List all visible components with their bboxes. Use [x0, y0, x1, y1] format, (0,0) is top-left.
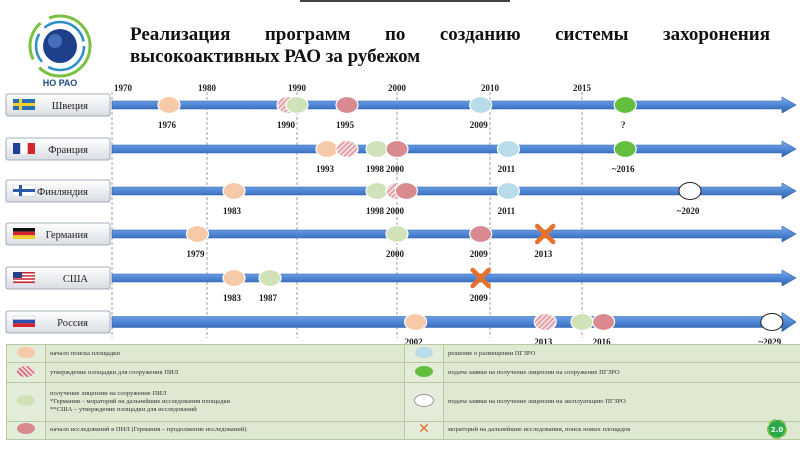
legend-marker-ppl-research	[17, 423, 35, 434]
title-word: по	[384, 24, 406, 45]
event-marker-ppl-license	[366, 141, 388, 158]
legend-text	[46, 383, 405, 421]
event-year-label: 2011	[497, 206, 516, 216]
country-row	[6, 180, 796, 216]
event-year-label: ~2029	[758, 337, 782, 345]
event-year-label: 2011	[497, 164, 516, 174]
event-year-label: 2000	[386, 249, 404, 259]
event-marker-operation-license	[761, 314, 783, 331]
country-row	[6, 311, 796, 345]
france-flag	[13, 143, 35, 154]
event-marker-ppl-research	[593, 314, 615, 331]
country-name: Россия	[57, 318, 88, 329]
title-word: системы	[555, 24, 629, 45]
country-name: Германия	[45, 230, 88, 241]
legend-line: получение лицензии на сооружение ПИЛ	[50, 390, 167, 398]
event-year-label: ~2016	[611, 164, 635, 174]
x-tick-label: 2015	[573, 83, 591, 93]
timeline-arrow	[112, 141, 796, 157]
event-marker-ppl-research	[470, 226, 492, 243]
legend-line: решение о размещении ПГЗРО	[448, 349, 536, 357]
legend-line: подача заявки на получение лицензии на эксплуатацию ПГЗРО	[448, 398, 626, 406]
timeline-arrow	[112, 270, 796, 286]
event-year-label: ~2020	[676, 206, 700, 216]
event-marker-site-search	[223, 270, 245, 287]
event-marker-ppl-license	[286, 97, 308, 114]
title-word: созданию	[439, 24, 521, 45]
event-marker-site-approval	[336, 141, 358, 158]
event-year-label: 1998	[366, 164, 384, 174]
event-marker-site-search	[405, 314, 427, 331]
country-name: Швеция	[51, 101, 88, 112]
event-marker-ppl-research	[386, 141, 408, 158]
legend-line: начало поиска площадки	[50, 349, 120, 357]
legend-marker-pgzro-decision	[415, 347, 433, 358]
title-word: захоронения	[662, 24, 770, 45]
event-year-label: 1998	[366, 206, 384, 216]
event-year-label: 2002	[404, 337, 423, 345]
badge-text: 2.0	[770, 426, 784, 434]
event-marker-construction-license	[614, 141, 636, 158]
event-marker-ppl-research	[336, 97, 358, 114]
event-marker-ppl-license	[366, 183, 388, 200]
country-row	[6, 138, 796, 174]
legend	[6, 344, 800, 440]
event-year-label: ?	[620, 120, 626, 130]
legend-line: мораторий на дальнейшие исследования, поиск новых площадок	[448, 426, 631, 434]
event-year-label: 2009	[469, 293, 488, 303]
event-year-label: 1983	[223, 206, 241, 216]
legend-line: **США – утверждение площадки для исследований	[50, 406, 197, 414]
event-year-label: 1983	[223, 293, 241, 303]
legend-text	[46, 363, 405, 383]
legend-text	[46, 345, 405, 363]
timeline-arrow	[112, 313, 796, 332]
country-name: США	[62, 274, 88, 285]
germany-flag	[13, 228, 35, 239]
title-word: программ	[264, 24, 351, 45]
legend-marker-site-approval	[17, 366, 35, 377]
timeline-arrow	[112, 97, 796, 113]
event-year-label: 2016	[592, 337, 611, 345]
finland-flag	[13, 185, 35, 196]
country-row	[6, 94, 796, 130]
x-tick-label: 1970	[114, 83, 132, 93]
event-marker-site-search	[223, 183, 245, 200]
moratorium-icon: ✕	[418, 420, 430, 437]
event-year-label: 2000	[386, 164, 404, 174]
title-word: Реализация	[130, 24, 231, 45]
event-marker-site-search	[158, 97, 180, 114]
event-year-label: 1987	[259, 293, 277, 303]
version-badge	[766, 418, 788, 440]
event-marker-operation-license	[679, 183, 701, 200]
event-year-label: 2013	[534, 337, 553, 345]
usa-flag	[13, 272, 35, 283]
event-year-label: 2000	[386, 206, 404, 216]
legend-text	[46, 421, 405, 439]
legend-text	[444, 383, 800, 421]
event-marker-pgzro-decision	[470, 97, 492, 114]
event-marker-ppl-license	[571, 314, 593, 331]
legend-line: подача заявки на получение лицензии на сооружение ПГЗРО	[448, 368, 620, 376]
event-marker-pgzro-decision	[497, 183, 519, 200]
event-marker-site-search	[316, 141, 338, 158]
country-name: Финляндия	[36, 187, 88, 198]
legend-marker-operation-license	[414, 394, 434, 407]
event-year-label: 1993	[316, 164, 334, 174]
title-line-2: высокоактивных РАО за рубежом	[130, 46, 421, 67]
event-marker-ppl-license	[259, 270, 281, 287]
event-year-label: 2009	[469, 249, 488, 259]
legend-marker-construction-license	[415, 366, 433, 377]
timeline-arrow	[112, 226, 796, 242]
russia-flag	[13, 316, 35, 327]
x-tick-label: 2000	[388, 83, 406, 93]
event-year-label: 2013	[534, 249, 553, 259]
event-marker-ppl-license	[386, 226, 408, 243]
legend-marker-site-search	[17, 347, 35, 358]
event-marker-ppl-research	[395, 183, 417, 200]
legend-text	[444, 421, 800, 439]
event-marker-site-approval	[534, 314, 556, 331]
legend-text	[444, 363, 800, 383]
legend-text	[444, 345, 800, 363]
country-name: Франция	[48, 145, 88, 156]
event-marker-construction-license	[614, 97, 636, 114]
x-tick-label: 1990	[288, 83, 306, 93]
logo-caption: НО РАО	[42, 78, 78, 88]
x-tick-label: 2010	[481, 83, 499, 93]
x-tick-label: 1980	[198, 83, 216, 93]
event-year-label: 1979	[186, 249, 205, 259]
event-year-label: 1995	[336, 120, 354, 130]
legend-line: начало исследований в ПИЛ (Германия – продолжение исследований)	[50, 426, 247, 434]
event-marker-pgzro-decision	[497, 141, 519, 158]
country-row	[6, 267, 796, 303]
country-row	[6, 223, 796, 259]
event-year-label: 2009	[469, 120, 488, 130]
legend-line: утверждение площадки для сооружения ПИЛ	[50, 368, 179, 376]
event-marker-site-search	[187, 226, 209, 243]
event-year-label: 1990	[277, 120, 295, 130]
event-year-label: 1976	[158, 120, 176, 130]
legend-line: *Германия – мораторий на дальнейшие исследования площадки	[50, 398, 231, 406]
sweden-flag	[13, 99, 35, 110]
legend-marker-ppl-license	[17, 395, 35, 406]
